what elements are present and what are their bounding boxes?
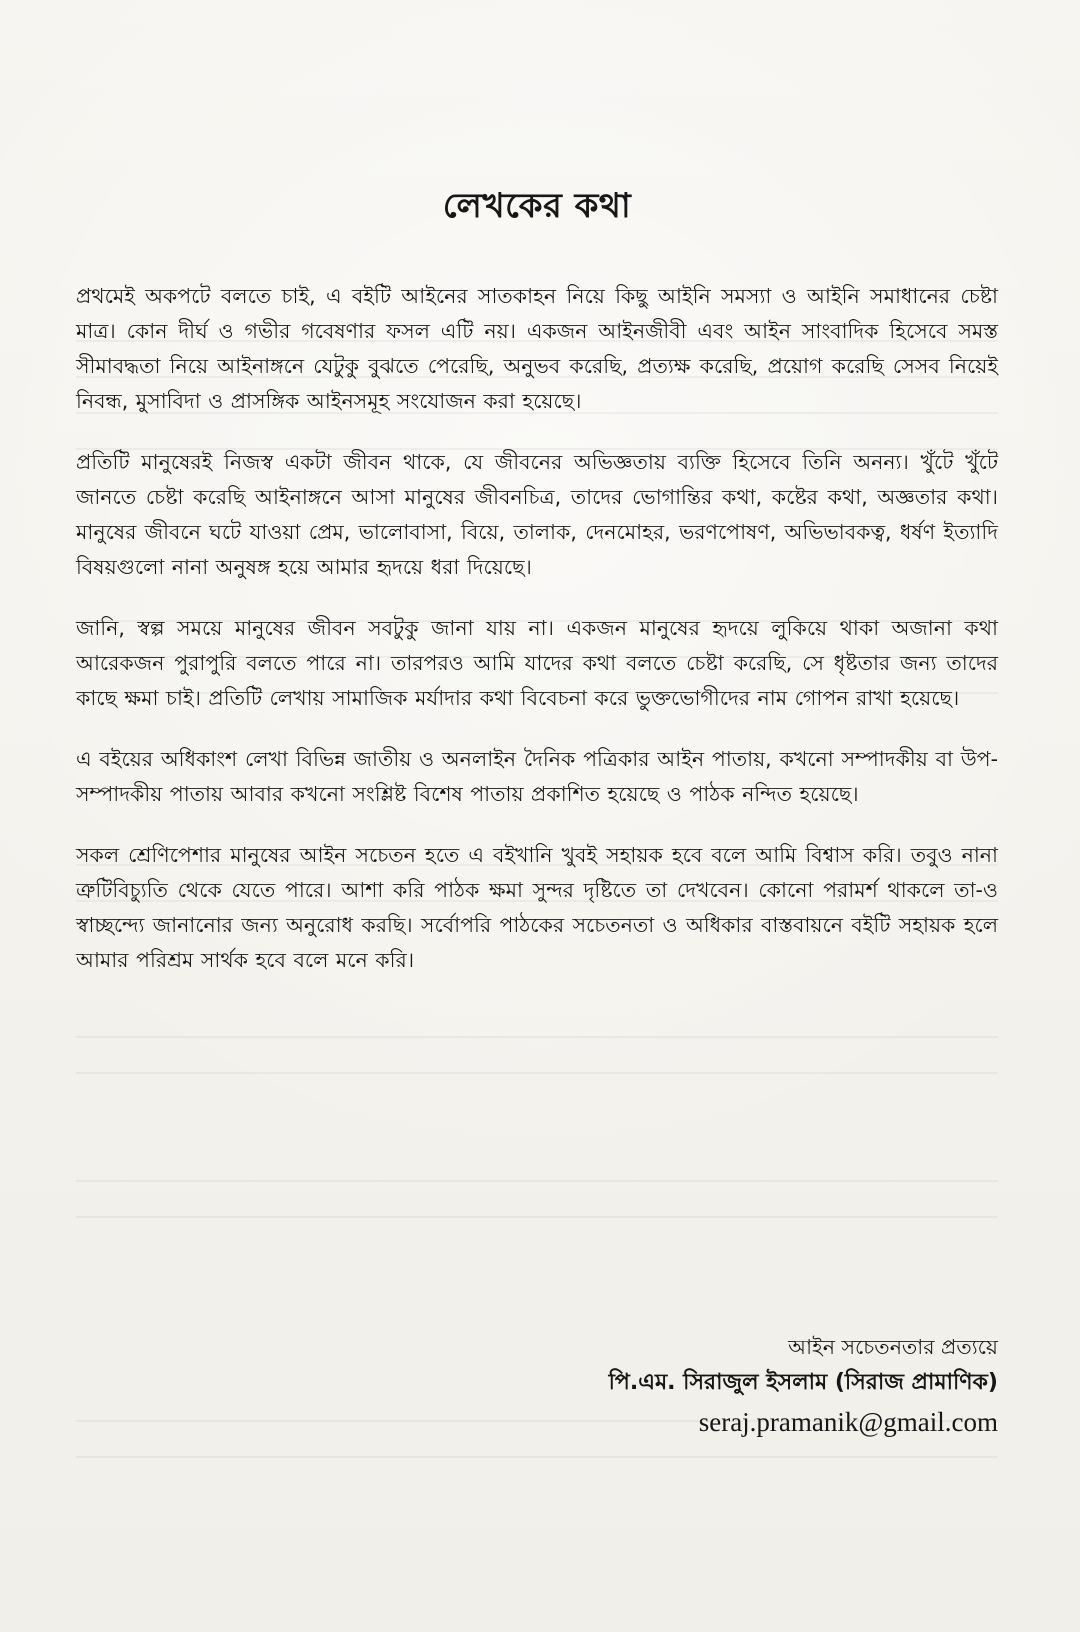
paragraph-apology: জানি, স্বল্প সময়ে মানুষের জীবন সবটুকু জানা যায় না। একজন মানুষের হৃদয়ে লুকিয়ে থাকা অজানা কথা আরেকজন পুরাপুরি বলতে পারে না। তারপরও আমি যাদের কথা বলতে চেষ্টা করেছি, সে ধৃষ্টতার জন্য তাদের কাছে ক্ষমা চাই। প্রতিটি লেখায় সামাজিক মর্যাদার কথা বিবেচনা করে ভুক্তভোগীদের নাম গোপন রাখা হয়েছে।	[76, 616, 998, 710]
closing-line: আইন সচেতনতার প্রত্যয়ে	[788, 1335, 998, 1359]
author-email: seraj.pramanik@gmail.com	[698, 1407, 998, 1437]
paragraph-intro: প্রথমেই অকপটে বলতে চাই, এ বইটি আইনের সাতকাহন নিয়ে কিছু আইনি সমস্যা ও আইনি সমাধানের চেষ্টা মাত্র। কোন দীর্ঘ ও গভীর গবেষণার ফসল এটি নয়। একজন আইনজীবী এবং আইন সাংবাদিক হিসেবে সমস্ত সীমাবদ্ধতা নিয়ে আইনাঙ্গনে যেটুকু বুঝতে পেরেছি, অনুভব করেছি, প্রত্যক্ষ করেছি, প্রয়োগ করেছি সেসব নিয়েই নিবন্ধ, মুসাবিদা ও প্রাসঙ্গিক আইনসমূহ সংযোজন করা হয়েছে।	[76, 284, 998, 413]
paragraph-life-experience: প্রতিটি মানুষেরই নিজস্ব একটা জীবন থাকে, যে জীবনের অভিজ্ঞতায় ব্যক্তি হিসেবে তিনি অনন্য। খুঁটে খুঁটে জানতে চেষ্টা করেছি আইনাঙ্গনে আসা মানুষের জীবনচিত্র, তাদের ভোগান্তির কথা, কষ্টের কথা, অজ্ঞতার কথা। মানুষের জীবনে ঘটে যাওয়া প্রেম, ভালোবাসা, বিয়ে, তালাক, দেনমোহর, ভরণপোষণ, অভিভাবকত্ব, ধর্ষণ ইত্যাদি বিষয়গুলো নানা অনুষঙ্গ হয়ে আমার হৃদয়ে ধরা দিয়েছে।	[76, 450, 998, 579]
paragraph-conclusion: সকল শ্রেণিপেশার মানুষের আইন সচেতন হতে এ বইখানি খুবই সহায়ক হবে বলে আমি বিশ্বাস করি। তবুও নানা ত্রুটিবিচ্যুতি থেকে যেতে পারে। আশা করি পাঠক ক্ষমা সুন্দর দৃষ্টিতে তা দেখবেন। কোনো পরামর্শ থাকলে তা-ও স্বাচ্ছন্দ্যে জানানোর জন্য অনুরোধ করছি। সর্বোপরি পাঠকের সচেতনতা ও অধিকার বাস্তবায়নে বইটি সহায়ক হলে আমার পরিশ্রম সার্থক হবে বলে মনে করি।	[76, 843, 998, 972]
paragraph-publication: এ বইয়ের অধিকাংশ লেখা বিভিন্ন জাতীয় ও অনলাইন দৈনিক পত্রিকার আইন পাতায়, কখনো সম্পাদকীয় বা উপ-সম্পাদকীয় পাতায় আবার কখনো সংশ্লিষ্ট বিশেষ পাতায় প্রকাশিত হয়েছে ও পাঠক নন্দিত হয়েছে।	[76, 747, 998, 806]
signature-block	[609, 1330, 998, 1440]
author-name: পি.এম. সিরাজুল ইসলাম (সিরাজ প্রামাণিক)	[608, 1370, 998, 1395]
page-title: লেখকের কথা	[442, 186, 632, 226]
